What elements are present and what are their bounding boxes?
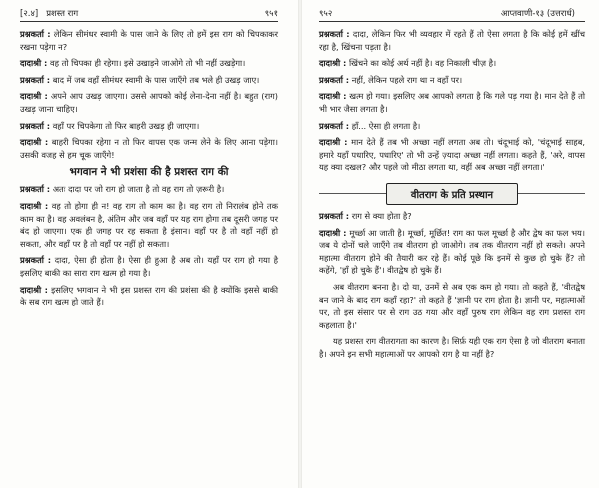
paragraph-text: मान देते हैं तब भी अच्छा नहीं लगता अब तो। चंदूभाई को, 'चंदूभाई साहब, हमारे यहाँ पधारिए, पधारिए' तो भी उन्हें ज़्यादा अच्छा नहीं लगता। कहते हैं, 'अरे, वापस यह क्या दखल? और पहले जो मीठा लगता था, वहीं अब अच्छा नहीं लगता।' — [319, 137, 586, 173]
dialogue-paragraph — [319, 281, 585, 331]
section-banner: वीतराग के प्रति प्रस्थान — [386, 183, 518, 205]
dialogue-paragraph — [319, 227, 585, 277]
dialogue-paragraph — [319, 74, 585, 87]
paragraph-text: नहीं, लेकिन पहले राग था न वहाँ पर। — [351, 74, 463, 85]
left-page-section-number: [२.४] — [20, 9, 39, 19]
dialogue-paragraph — [20, 120, 278, 133]
banner-rule-right — [518, 193, 585, 194]
speaker-label: प्रश्नकर्ता : — [319, 29, 350, 39]
speaker-label: प्रश्नकर्ता : — [20, 120, 51, 131]
paragraph-text: वह तो चिपका ही रहेगा। इसे उखाड़ने जाओगे तो भी नहीं उखड़ेगा। — [49, 58, 246, 69]
paragraph-text: अब वीतराग बनना है। दो या, उनमें से अब एक कम हो गया। तो कहते हैं, 'वीतद्वेष बन जाने के बाद राग कहाँ रहा?' तो कहते हैं 'ज्ञानी पर राग होता है। ज्ञानी पर, महात्माओं पर, तो इस संसार पर से राग उठ गया और वहाँ पुरुष राग लेकिन वह राग प्रशस्त राग कहलाता है।' — [319, 281, 585, 330]
speaker-label: दादाश्री : — [319, 58, 347, 69]
speaker-label: प्रश्नकर्ता : — [319, 210, 350, 221]
speaker-label: दादाश्री : — [20, 58, 48, 69]
paragraph-text: यह प्रशस्त राग वीतरागता का कारण है। सिर्फ़ यही एक राग ऐसा है जो वीतराग बनाता है। अपने इन सभी महात्माओं पर आपको राग है या नहीं है? — [319, 336, 585, 359]
dialogue-paragraph — [319, 136, 585, 174]
dialogue-paragraph — [20, 28, 278, 53]
left-page-chapter-title: प्रशस्त राग — [46, 9, 79, 19]
banner-rule-left — [319, 193, 386, 194]
speaker-label: दादाश्री : — [319, 137, 348, 148]
speaker-label: दादाश्री : — [20, 137, 49, 148]
paragraph-text: बाहरी चिपका रहेगा न तो फिर वापस एक जन्म लेने के लिए आना पड़ेगा। उसकी वजह से हम चूक जाएँगे! — [20, 137, 278, 160]
speaker-label: प्रश्नकर्ता : — [319, 74, 350, 85]
paragraph-text: हाँ... ऐसा ही लगता है। — [351, 120, 421, 131]
dialogue-paragraph — [20, 90, 278, 115]
speaker-label: प्रश्नकर्ता : — [319, 120, 350, 131]
paragraph-text: अपने आप उखड़ जाएगा। उससे आपको कोई लेना-देना नहीं है। बहुत (राग) उखड़ जाना चाहिए। — [20, 91, 278, 114]
speaker-label: दादाश्री : — [20, 284, 48, 295]
paragraph-text: वहाँ पर चिपकेगा तो फिर बाहरी उखड़ ही जाएगा। — [52, 120, 200, 131]
speaker-label: दादाश्री : — [20, 91, 48, 102]
paragraph-text: खत्म हो गया। इसलिए अब आपको लगता है कि गले पड़ गया है। मान देते हैं तो भी भार जैसा लगता है। — [319, 91, 586, 114]
right-page-book-title: आप्तवाणी-१३ (उत्तरार्ध) — [500, 9, 575, 19]
paragraph-text: वह तो होगा ही न! वह राग तो काम का है। वह राग तो निरालंब होने तक काम का है। वह अवलंबन है, अंतिम और जब वहाँ पर यह राग होगा तब दूसरी जगह पर बंद हो जाएगा। एक ही जगह पर रह सकता है इंसान। वहाँ पर है तो वहाँ नहीं हो सकता, और वहाँ पर है तो वहाँ पर नहीं हो सकता। — [20, 200, 279, 249]
paragraph-text: दादा, ऐसा ही होता है। ऐसा ही हुआ है अब तो। यहाँ पर राग हो गया है इसलिए बाकी का सारा राग खत्म हो गया है। — [20, 255, 279, 278]
dialogue-paragraph — [20, 74, 278, 87]
speaker-label: प्रश्नकर्ता : — [20, 255, 52, 266]
paragraph-text: बाद में जब वहाँ सीमंधर स्वामी के पास जाएँगे तब भले ही उखड़ जाए। — [52, 74, 260, 85]
right-page-header — [319, 8, 585, 22]
dialogue-paragraph — [20, 57, 278, 70]
right-dialogue — [319, 28, 585, 174]
left-page-header — [20, 8, 278, 22]
speaker-label: दादाश्री : — [319, 91, 347, 102]
speaker-label: प्रश्नकर्ता : — [20, 29, 51, 39]
right-dialogue-2 — [319, 210, 585, 361]
paragraph-text: राग से क्या होता है? — [351, 210, 412, 221]
dialogue-paragraph — [319, 90, 585, 115]
right-page — [303, 0, 599, 488]
book-gutter — [298, 0, 302, 488]
left-page-number: ९५१ — [264, 9, 278, 19]
dialogue-paragraph — [20, 284, 278, 309]
dialogue-paragraph — [319, 28, 585, 53]
paragraph-text: अतः दादा पर जो राग हो जाता है तो वह राग तो ज़रूरी है। — [52, 184, 225, 195]
paragraph-text: लेकिन सीमंधर स्वामी के पास जाने के लिए तो हमें इस राग को चिपकाकर रखना पड़ेगा न? — [20, 29, 279, 52]
speaker-label: दादाश्री : — [319, 227, 347, 238]
left-dialogue-2 — [20, 183, 278, 308]
speaker-label: प्रश्नकर्ता : — [20, 184, 51, 195]
section-banner-row — [319, 178, 585, 210]
paragraph-text: मूर्च्छा आ जाती है। मूर्च्छा, मूर्छित! राग का फल मूर्च्छा है और द्वेष का फल भय। जब ये दोनों चले जाएँगे तब वीतराग हो जाओगे। तब तक वीतराग नहीं हो सकते। अपने महात्मा वीतराग होने की तैयारी कर रहे हैं। कोई पूछे कि इनमें से कुछ हो चुके हैं? तो कहेंगे, 'हाँ हो चुके हैं'। वीतद्वेष हो चुके हैं। — [319, 227, 586, 276]
dialogue-paragraph — [319, 57, 585, 70]
right-page-number: ९५२ — [319, 9, 333, 19]
dialogue-paragraph — [20, 254, 278, 279]
left-dialogue — [20, 28, 278, 161]
paragraph-text: इसलिए भगवान ने भी इस प्रशस्त राग की प्रशंसा की है क्योंकि इससे बाकी के सब राग खत्म हो जाते हैं। — [20, 284, 279, 308]
dialogue-paragraph — [319, 335, 585, 360]
speaker-label: दादाश्री : — [20, 200, 49, 211]
section-heading: भगवान ने भी प्रशंसा की है प्रशस्त राग की — [69, 166, 229, 179]
dialogue-paragraph — [20, 200, 278, 250]
speaker-label: प्रश्नकर्ता : — [20, 74, 51, 85]
paragraph-text: दादा, लेकिन फिर भी व्यवहार में रहते हैं तो ऐसा लगता है कि कोई हमें खींच रहा है, खिंचना पड़ता है। — [319, 29, 586, 52]
dialogue-paragraph — [20, 136, 278, 161]
dialogue-paragraph — [319, 210, 585, 223]
paragraph-text: खिंचने का कोई अर्थ नहीं है। वह निकाली चीज़ है। — [348, 58, 497, 69]
dialogue-paragraph — [20, 183, 278, 196]
left-page — [0, 0, 296, 488]
dialogue-paragraph — [319, 120, 585, 133]
